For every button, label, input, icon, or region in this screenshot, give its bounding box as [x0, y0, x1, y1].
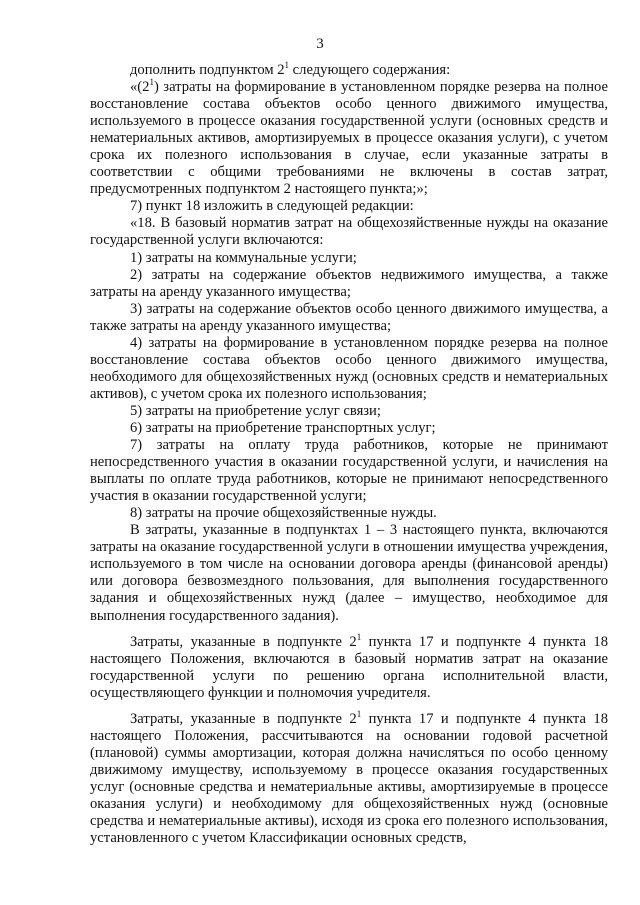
paragraph [90, 301, 608, 335]
superscript-index: 1 [356, 631, 362, 642]
paragraph-text: Затраты, указанные в подпункте 2 [130, 710, 357, 727]
paragraph [90, 79, 608, 198]
paragraph [90, 437, 608, 505]
paragraph [90, 708, 608, 847]
paragraph [90, 198, 608, 215]
paragraph-text: дополнить подпунктом 2 [130, 62, 285, 78]
superscript-index: 1 [149, 77, 154, 88]
paragraph-text: «18. В базовый норматив затрат на общехозяйственные нужды на оказание государственной услуги включаются: [90, 215, 608, 249]
paragraph-text: следующего содержания: [289, 62, 451, 78]
paragraph-text: 1) затраты на коммунальные услуги; [130, 249, 357, 266]
paragraph [90, 215, 608, 249]
paragraph-text: пункта 17 и подпункте 4 пункта 18 настоящего Положения, включаются в базовый норматив затрат на оказание государственной услуги по решению органа исполнительной власти, осуществляющего функции и полномочия учредителя. [90, 633, 608, 701]
paragraph [90, 631, 608, 702]
paragraph [90, 335, 608, 403]
paragraph [90, 62, 608, 79]
paragraph-text: 6) затраты на приобретение транспортных услуг; [130, 419, 436, 436]
paragraph [90, 505, 608, 522]
superscript-index: 1 [356, 708, 362, 719]
paragraph [90, 250, 608, 267]
paragraph-text: В затраты, указанные в подпунктах 1 – 3 настоящего пункта, включаются затраты на оказание государственной услуги в отношении имущества учреждения, используемого в том числе на основании договора аренды (финансовой аренды) или договора безвозмездного пользования, для выполнения государственного задания и общехозяйственных нужд (далее – имущество, необходимое для выполнения государственного задания). [90, 522, 608, 624]
paragraph-text: ) затраты на формирование в установленном порядке резерва на полное восстановление состава объектов особо ценного движимого имущества, используемого в процессе оказания государственной услуги (основных средств и нематериальных активов, амортизируемых в процессе оказания услуги), с учетом срока их полезного использования в случае, если указанные затраты в соответствии с общими требованиями не включены в состав затрат, предусмотренных подпунктом 2 настоящего пункта;»; [90, 79, 608, 198]
paragraph-text: 3) затраты на содержание объектов особо ценного движимого имущества, а также затраты на аренду указанного имущества; [90, 300, 608, 334]
paragraph-text: 2) затраты на содержание объектов недвижимого имущества, а также затраты на аренду указанного имущества; [90, 266, 608, 300]
paragraph-text: 7) затраты на оплату труда работников, которые не принимают непосредственного участия в оказании государственной услуги, и начисления на выплаты по оплате труда работников, которые не принимают непосредственного участия в оказании государственной услуги; [90, 437, 608, 505]
paragraph-text: 8) затраты на прочие общехозяйственные нужды. [130, 505, 437, 522]
superscript-index: 1 [284, 60, 290, 70]
paragraph-text: 5) затраты на приобретение услуг связи; [130, 402, 381, 419]
paragraph-text: Затраты, указанные в подпункте 2 [130, 633, 357, 650]
page-number: 3 [316, 36, 324, 52]
document-body [90, 62, 608, 847]
paragraph [90, 403, 608, 420]
paragraph-text: «(2 [130, 79, 150, 96]
paragraph [90, 522, 608, 624]
paragraph-text: 4) затраты на формирование в установленном порядке резерва на полное восстановление состава объектов особо ценного движимого имущества, необходимого для общехозяйственных нужд (основных средств и нематериальных активов), с учетом срока их полезного использования; [90, 334, 608, 402]
paragraph [90, 267, 608, 301]
paragraph-text: 7) пункт 18 изложить в следующей редакции: [130, 198, 414, 215]
paragraph-text: пункта 17 и подпункте 4 пункта 18 настоящего Положения, рассчитываются на основании годовой расчетной (плановой) суммы амортизации, которая должна начисляться по особо ценному движимому имуществу, используемому в процессе оказания государственных услуг (основные средства и нематериальные активы, амортизируемые в процессе оказания услуги) и необходимому для общехозяйственных нужд (основные средства и нематериальные активы), исходя из срока его полезного использования, установленного с учетом Классификации основных средств, [90, 710, 608, 847]
paragraph [90, 420, 608, 437]
